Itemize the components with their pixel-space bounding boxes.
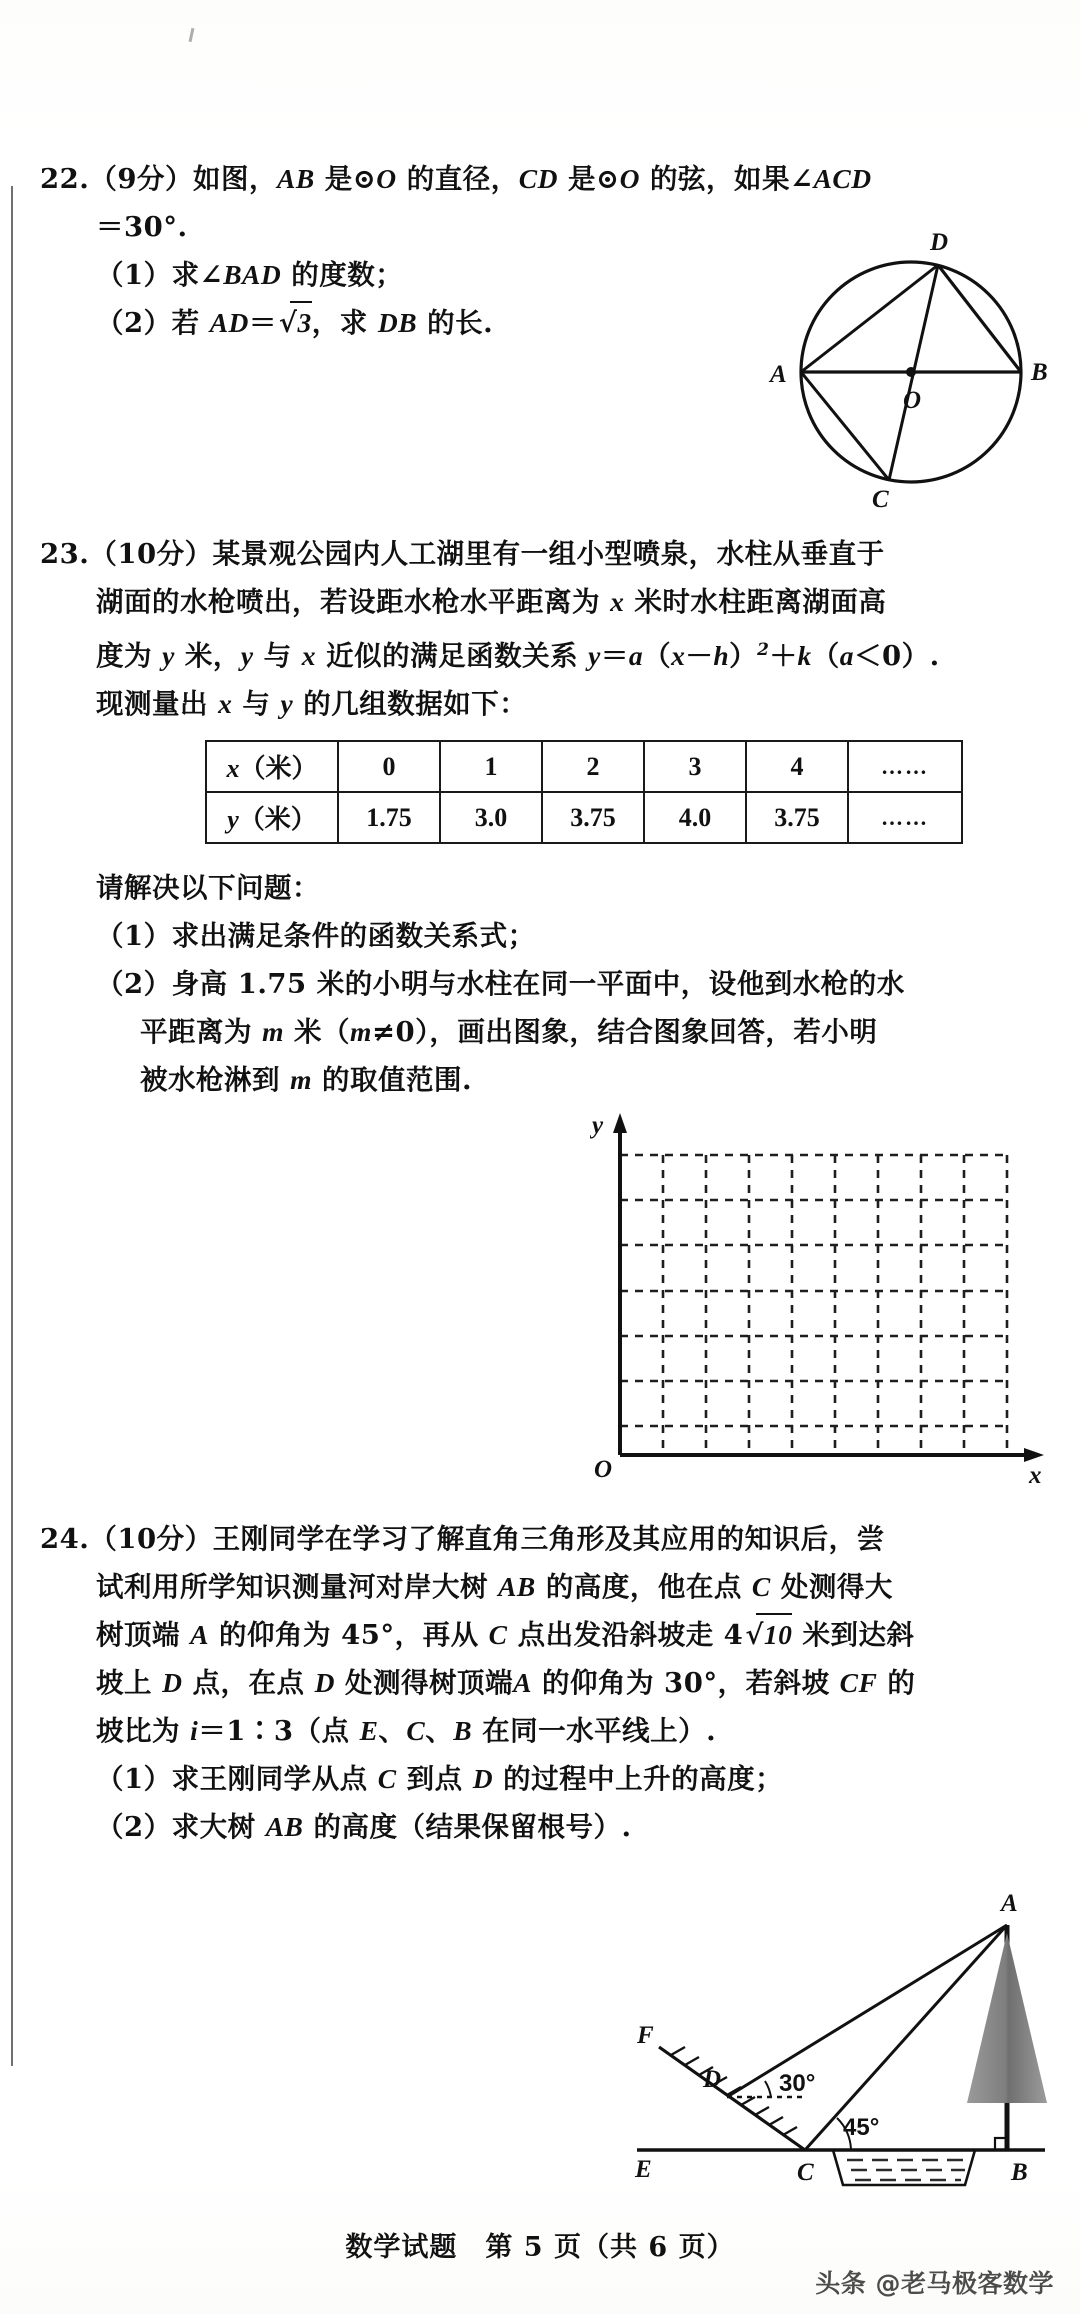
q24-number: 24.: [40, 1523, 90, 1555]
q23-var-m2: m: [350, 1016, 372, 1047]
q22-var-o2: O: [619, 163, 640, 194]
origin-label: O: [594, 1456, 613, 1483]
q23-data-table: [205, 740, 963, 844]
q24-text-1: 王刚同学在学习了解直角三角形及其应用的知识后，尝: [212, 1523, 885, 1555]
q22-sqrt-radicand: 3: [297, 307, 312, 338]
q23-sub-1: [40, 912, 1050, 960]
table-cell-x2: 2: [542, 741, 644, 792]
q23-sub-2-line-3: [40, 1056, 1050, 1104]
table-cell-x3: 3: [644, 741, 746, 792]
q22-sub2-c: 的长.: [417, 307, 494, 339]
q22-sub1-a: 求∠: [171, 259, 224, 291]
q23-var-x3: x: [218, 688, 233, 720]
q22-sub1-b: 的度数；: [281, 259, 404, 291]
table-cell-y-ellipsis: ……: [848, 792, 962, 843]
q23-eq-y: y: [588, 640, 601, 672]
table-cell-x1: 1: [440, 741, 542, 792]
q24-text-2a: 试利用所学知识测量河对岸大树: [96, 1571, 499, 1603]
watermark: 头条 @老马极客数学: [815, 2269, 1054, 2298]
q24-score: （10分）: [89, 1523, 213, 1555]
q24-sqrt-radicand: 10: [763, 1619, 793, 1650]
river-bank: [833, 2150, 975, 2185]
q24-text-4e: 的: [877, 1667, 916, 1699]
table-cell-y3: 4.0: [644, 792, 746, 843]
circle-label-b: B: [1031, 359, 1048, 386]
q23-text-2b: 米时水柱距离湖面高: [624, 586, 887, 618]
q23-var-m: m: [262, 1016, 284, 1047]
q24-sub1-d: D: [472, 1763, 494, 1794]
q24-line-2: [40, 1563, 1050, 1611]
table-header-x: x（米）: [206, 741, 338, 792]
q24-text-3a: 树顶端: [96, 1619, 191, 1651]
q23-eq-minus: －: [685, 640, 714, 673]
q23-var-y: y: [162, 640, 175, 672]
q23-eq-k: k: [797, 640, 812, 672]
table-cell-x0: 0: [338, 741, 440, 792]
q24-var-c2: C: [488, 1619, 508, 1650]
q22-var-acd: ACD: [813, 163, 872, 194]
q22-var-ab: AB: [276, 163, 315, 194]
q24-text-3c: 点出发沿斜坡走 4: [507, 1619, 744, 1651]
q23-text-1: 某景观公园内人工湖里有一组小型喷泉，水柱从垂直于: [212, 538, 885, 570]
q22-score: （9分）: [89, 163, 193, 195]
q24-var-b: B: [453, 1715, 473, 1746]
q22-sub1-var: BAD: [223, 259, 282, 290]
q24-sub1-marker: （1）: [96, 1763, 172, 1795]
q24-line-4: [40, 1659, 1050, 1707]
q24-text-5d: 、: [425, 1715, 454, 1747]
q24-var-a2: A: [513, 1667, 532, 1698]
table-row: [206, 741, 962, 792]
q23-sub2-text-2a: 平距离为: [140, 1016, 263, 1048]
table-header-y: y（米）: [206, 792, 338, 843]
q22-sub2-a: 若: [171, 307, 210, 339]
q23-eq-x: x: [671, 640, 686, 672]
q23-eq-a2: a: [839, 640, 855, 672]
q23-sub1-text: 求出满足条件的函数关系式；: [171, 920, 536, 952]
q23-sub2-text-2b: 米（: [283, 1016, 351, 1048]
q24-text-4d: 的仰角为 30°，若斜坡: [531, 1667, 840, 1699]
q23-sub1-marker: （1）: [96, 920, 172, 952]
q23-var-m3: m: [290, 1064, 312, 1095]
q23-line-3: [40, 626, 1050, 680]
q23-ask: 请解决以下问题：: [96, 872, 320, 904]
q24-sub1-c-text: 的过程中上升的高度；: [493, 1763, 784, 1795]
q24-line-1: [40, 1515, 1050, 1563]
table-cell-y4: 3.75: [746, 792, 848, 843]
axis-label-x: x: [1029, 1462, 1042, 1485]
q24-sub1-b: 到点: [396, 1763, 473, 1795]
circle-label-o: O: [903, 387, 922, 414]
angle-arc-30: [765, 2081, 771, 2097]
q23-sub-2-line-2: [40, 1008, 1050, 1056]
q24-var-d: D: [162, 1667, 183, 1698]
q24-sub1-c: C: [377, 1763, 397, 1794]
q22-text-b: 是⊙: [314, 163, 377, 195]
q22-line-2: ＝30°.: [96, 211, 188, 243]
figure-label-b: B: [1011, 2159, 1028, 2186]
circle-label-c: C: [872, 486, 889, 512]
q22-text-a: 如图，: [192, 163, 277, 195]
q23-text-3d: 近似的满足函数关系: [316, 640, 589, 673]
q24-tree-river-figure: [575, 1875, 1055, 2205]
figure-label-f: F: [637, 2022, 654, 2049]
q24-sub-1: [40, 1755, 1050, 1803]
q22-sub2-eq: ＝: [248, 307, 277, 339]
q24-text-5c: 、: [378, 1715, 407, 1747]
q23-sub-2-line-1: [40, 960, 1050, 1008]
q23-eq-cond-open: （: [811, 640, 840, 673]
q22-circle-figure: [748, 222, 1058, 512]
q22-text-e: 的弦，如果∠: [639, 163, 814, 195]
q23-eq-paren2: ）: [729, 640, 758, 673]
q23-sub2-text-3a: 被水枪淋到: [140, 1064, 291, 1096]
axis-label-y: y: [592, 1112, 604, 1139]
q24-text-5e: 在同一水平线上）.: [472, 1715, 717, 1747]
sight-line-da: [727, 1925, 1007, 2097]
q24-line-3: [40, 1611, 1050, 1659]
figure-label-a: A: [1001, 1890, 1018, 1917]
sight-line-ca: [805, 1925, 1007, 2150]
q24-var-d2: D: [314, 1667, 335, 1698]
table-cell-x4: 4: [746, 741, 848, 792]
q24-text-5b: ＝1∶3（点: [198, 1715, 360, 1747]
q24-var-i: i: [190, 1715, 199, 1746]
q24-text-4c: 处测得树顶端: [334, 1667, 514, 1699]
q23-text-4b: 与: [232, 688, 281, 721]
q23-text-4c: 的几组数据如下：: [293, 688, 528, 721]
q22-sub1-marker: （1）: [96, 259, 172, 291]
q22-sub2-b: ，求: [311, 307, 378, 339]
q22-sub-1: [40, 251, 760, 299]
q23-sub2-text-2c: ≠0），画出图象，结合图象回答，若小明: [371, 1016, 878, 1048]
q23-var-x: x: [610, 586, 625, 617]
table-row: [206, 792, 962, 843]
table-cell-x-ellipsis: ……: [848, 741, 962, 792]
q24-text-2c: 处测得大: [770, 1571, 893, 1603]
q24-text-2b: 的高度，他在点: [535, 1571, 752, 1603]
q23-eq-h: h: [713, 640, 730, 672]
q23-text-3a: 度为: [96, 640, 163, 673]
q23-number: 23.: [40, 538, 90, 570]
q23-eq-a: a: [628, 640, 644, 672]
q24-sub2-ab: AB: [265, 1811, 304, 1842]
q22-text-d: 是⊙: [557, 163, 620, 195]
q24-text-4b: 点，在点: [182, 1667, 315, 1699]
q22-sub2-var: AD: [209, 307, 249, 338]
water-lines: [847, 2160, 969, 2180]
q23-eq-sign: ＝: [600, 640, 629, 673]
q23-grid-figure: [590, 1105, 1050, 1485]
q24-text-4a: 坡上: [96, 1667, 163, 1699]
question-22: [40, 155, 872, 347]
q23-line-2: [40, 578, 1050, 626]
q23-sub2-text-3b: 的取值范围.: [311, 1064, 473, 1096]
q24-text-5a: 坡比为: [96, 1715, 191, 1747]
q24-sub-2: [40, 1803, 1050, 1851]
tree-canopy: [967, 1933, 1047, 2103]
q23-text-3c: 与: [253, 640, 302, 673]
q22-sqrt-3: √ 3: [277, 299, 312, 347]
q23-eq-cond-close: ＜0）.: [854, 640, 940, 673]
table-cell-y0: 1.75: [338, 792, 440, 843]
q24-var-c: C: [751, 1571, 771, 1602]
q22-line-1: [40, 155, 872, 203]
q23-sub2-marker: （2）: [96, 968, 172, 1000]
q22-var-cd: CD: [518, 163, 558, 194]
grid-lines: [620, 1155, 1008, 1455]
q24-var-c3: C: [406, 1715, 426, 1746]
q24-sqrt-10: √ 10: [743, 1611, 792, 1659]
q24-var-a: A: [190, 1619, 209, 1650]
q23-text-4a: 现测量出: [96, 688, 219, 721]
q23-text-3b: 米，: [174, 640, 241, 673]
q23-eq-square: 2: [757, 640, 770, 660]
q24-text-3d: 米到达斜: [792, 1619, 915, 1651]
q24-line-5: [40, 1707, 1050, 1755]
q22-number: 22.: [40, 163, 90, 195]
q24-var-ab: AB: [498, 1571, 536, 1602]
q23-eq-paren1: （: [643, 640, 672, 673]
q24-sub2-b: 的高度（结果保留根号）.: [303, 1811, 632, 1843]
q22-sub2-var2: DB: [377, 307, 418, 338]
q24-text-3b: 的仰角为 45°，再从: [208, 1619, 489, 1651]
q22-sub2-marker: （2）: [96, 307, 172, 339]
table-cell-y2: 3.75: [542, 792, 644, 843]
figure-label-e: E: [635, 2156, 652, 2183]
q24-var-cf: CF: [839, 1667, 878, 1698]
q24-sub2-marker: （2）: [96, 1811, 172, 1843]
q23-var-y3: y: [280, 688, 294, 720]
circle-label-d: D: [930, 229, 949, 256]
q24-var-e: E: [359, 1715, 379, 1746]
question-23-subquestions: [40, 864, 1050, 1104]
angle-label-45: 45°: [843, 2114, 880, 2141]
q23-line-4: [40, 680, 1050, 728]
q23-line-1: [40, 530, 1050, 578]
q23-eq-plus: ＋: [769, 640, 798, 673]
question-24: [40, 1515, 1050, 1851]
q22-var-o: O: [376, 163, 397, 194]
q23-text-2a: 湖面的水枪喷出，若设距水枪水平距离为: [96, 586, 611, 618]
q22-sub-2: [40, 299, 760, 347]
q24-sub2-a: 求大树: [171, 1811, 266, 1843]
page-footer: 数学试题 第 5 页（共 6 页）: [345, 2232, 735, 2263]
question-23: [40, 530, 1050, 728]
circle-label-a: A: [770, 361, 787, 388]
center-point-o: [906, 367, 916, 377]
scan-margin-rule: [11, 186, 13, 2066]
q23-var-x2: x: [301, 640, 316, 672]
x-axis-arrow: [1024, 1448, 1044, 1462]
q23-sub2-text-1: 身高 1.75 米的小明与水柱在同一平面中，设他到水枪的水: [171, 968, 905, 1000]
q24-sub1-a: 求王刚同学从点: [171, 1763, 378, 1795]
q23-var-y2: y: [240, 640, 254, 672]
q22-text-c: 的直径，: [396, 163, 519, 195]
figure-label-d: D: [703, 2066, 722, 2093]
table-cell-y1: 3.0: [440, 792, 542, 843]
y-axis-arrow: [613, 1113, 627, 1133]
angle-label-30: 30°: [779, 2070, 816, 2097]
q23-score: （10分）: [89, 538, 213, 570]
figure-label-c: C: [797, 2159, 814, 2186]
